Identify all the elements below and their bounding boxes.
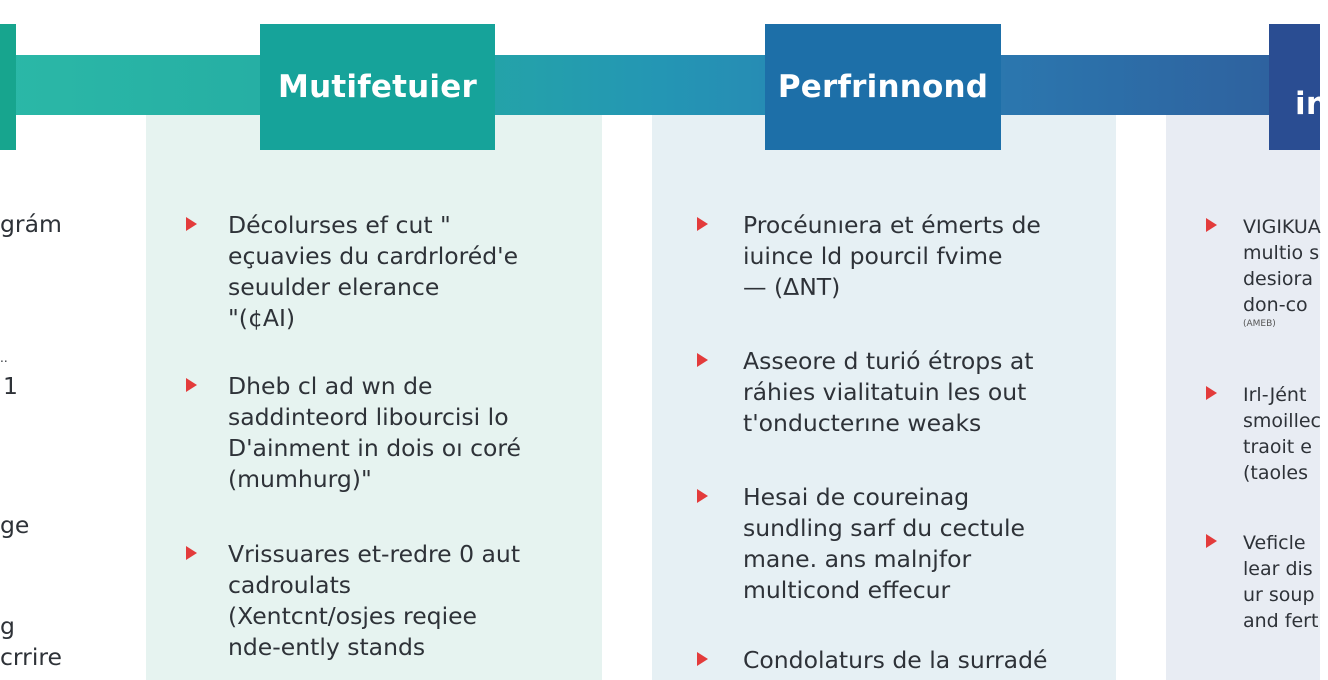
list-item-text: Condolaturs de la surradé	[743, 646, 1048, 674]
bullet-arrow-icon	[697, 652, 708, 666]
fragment-2: ..	[0, 351, 8, 365]
column-title-2: Perfrinnond	[777, 69, 989, 105]
list-item-text: Dheb cl ad wn de saddinteord libourcisi lo D'ainment in dois oı coré (mumhurg)"	[228, 372, 522, 493]
list-item-text: Hesai de coureinag sundling sarf du cectule mane. ans malnjfor multicond effecur	[743, 483, 1026, 604]
list-item-text: Procéunıera et émerts de iuince ld pourcil fvime — (ΔΝΤ)	[743, 211, 1041, 301]
bullet-arrow-icon	[1206, 386, 1217, 400]
list-item	[1206, 382, 1320, 486]
fragment-5: g	[0, 612, 15, 640]
list-item	[1206, 530, 1320, 634]
column-0-content	[0, 0, 96, 680]
list-item	[697, 346, 1097, 439]
fragment-1: grám	[0, 210, 62, 238]
list-item	[697, 210, 1097, 303]
column-3-list	[1206, 214, 1320, 680]
list-item-text: Vrissuares et-redre 0 aut cadroulats (Xentcnt/osjes reqiee nde-ently stands	[228, 540, 521, 661]
column-title-1: Mutifetuier	[278, 69, 477, 105]
item-tag: (ΑΜΕΒ)	[1243, 319, 1276, 329]
bullet-arrow-icon	[697, 353, 708, 367]
list-item	[186, 371, 586, 495]
list-item-text: Veficle lear dis ur soup and fert	[1243, 532, 1319, 632]
fragment-3: 1	[3, 372, 18, 400]
column-header-3	[1269, 24, 1328, 150]
list-item-text: Asseore d turió étrops at ráhies vialitatuin les out t'onducterıne weaks	[743, 347, 1034, 437]
bullet-arrow-icon	[697, 489, 708, 503]
list-item	[697, 645, 1097, 676]
column-header-1	[260, 24, 495, 150]
column-2-list	[697, 210, 1097, 680]
bullet-arrow-icon	[186, 378, 197, 392]
list-item-text: Décolurses ef cut " eçuavies du cardrloréd'e seuulder elerance "(¢AI)	[228, 211, 519, 332]
fragment-6: crrire	[0, 643, 62, 671]
list-item	[186, 539, 586, 663]
column-title-3: in	[1295, 86, 1328, 122]
header-band-overlay	[0, 55, 1320, 115]
bullet-arrow-icon	[186, 546, 197, 560]
fragment-4: ge	[0, 511, 30, 539]
list-item-text: VIGIKUA multio s desiora don-co	[1243, 216, 1321, 316]
column-header-2	[765, 24, 1001, 150]
list-item	[1206, 214, 1320, 330]
bullet-arrow-icon	[1206, 218, 1217, 232]
bullet-arrow-icon	[1206, 534, 1217, 548]
list-item	[697, 482, 1097, 606]
list-item-text: Irl-Jént smoillec traoit e (taoles	[1243, 384, 1322, 484]
bullet-arrow-icon	[186, 217, 197, 231]
list-item	[186, 210, 586, 334]
column-1-list	[186, 210, 586, 680]
bullet-arrow-icon	[697, 217, 708, 231]
